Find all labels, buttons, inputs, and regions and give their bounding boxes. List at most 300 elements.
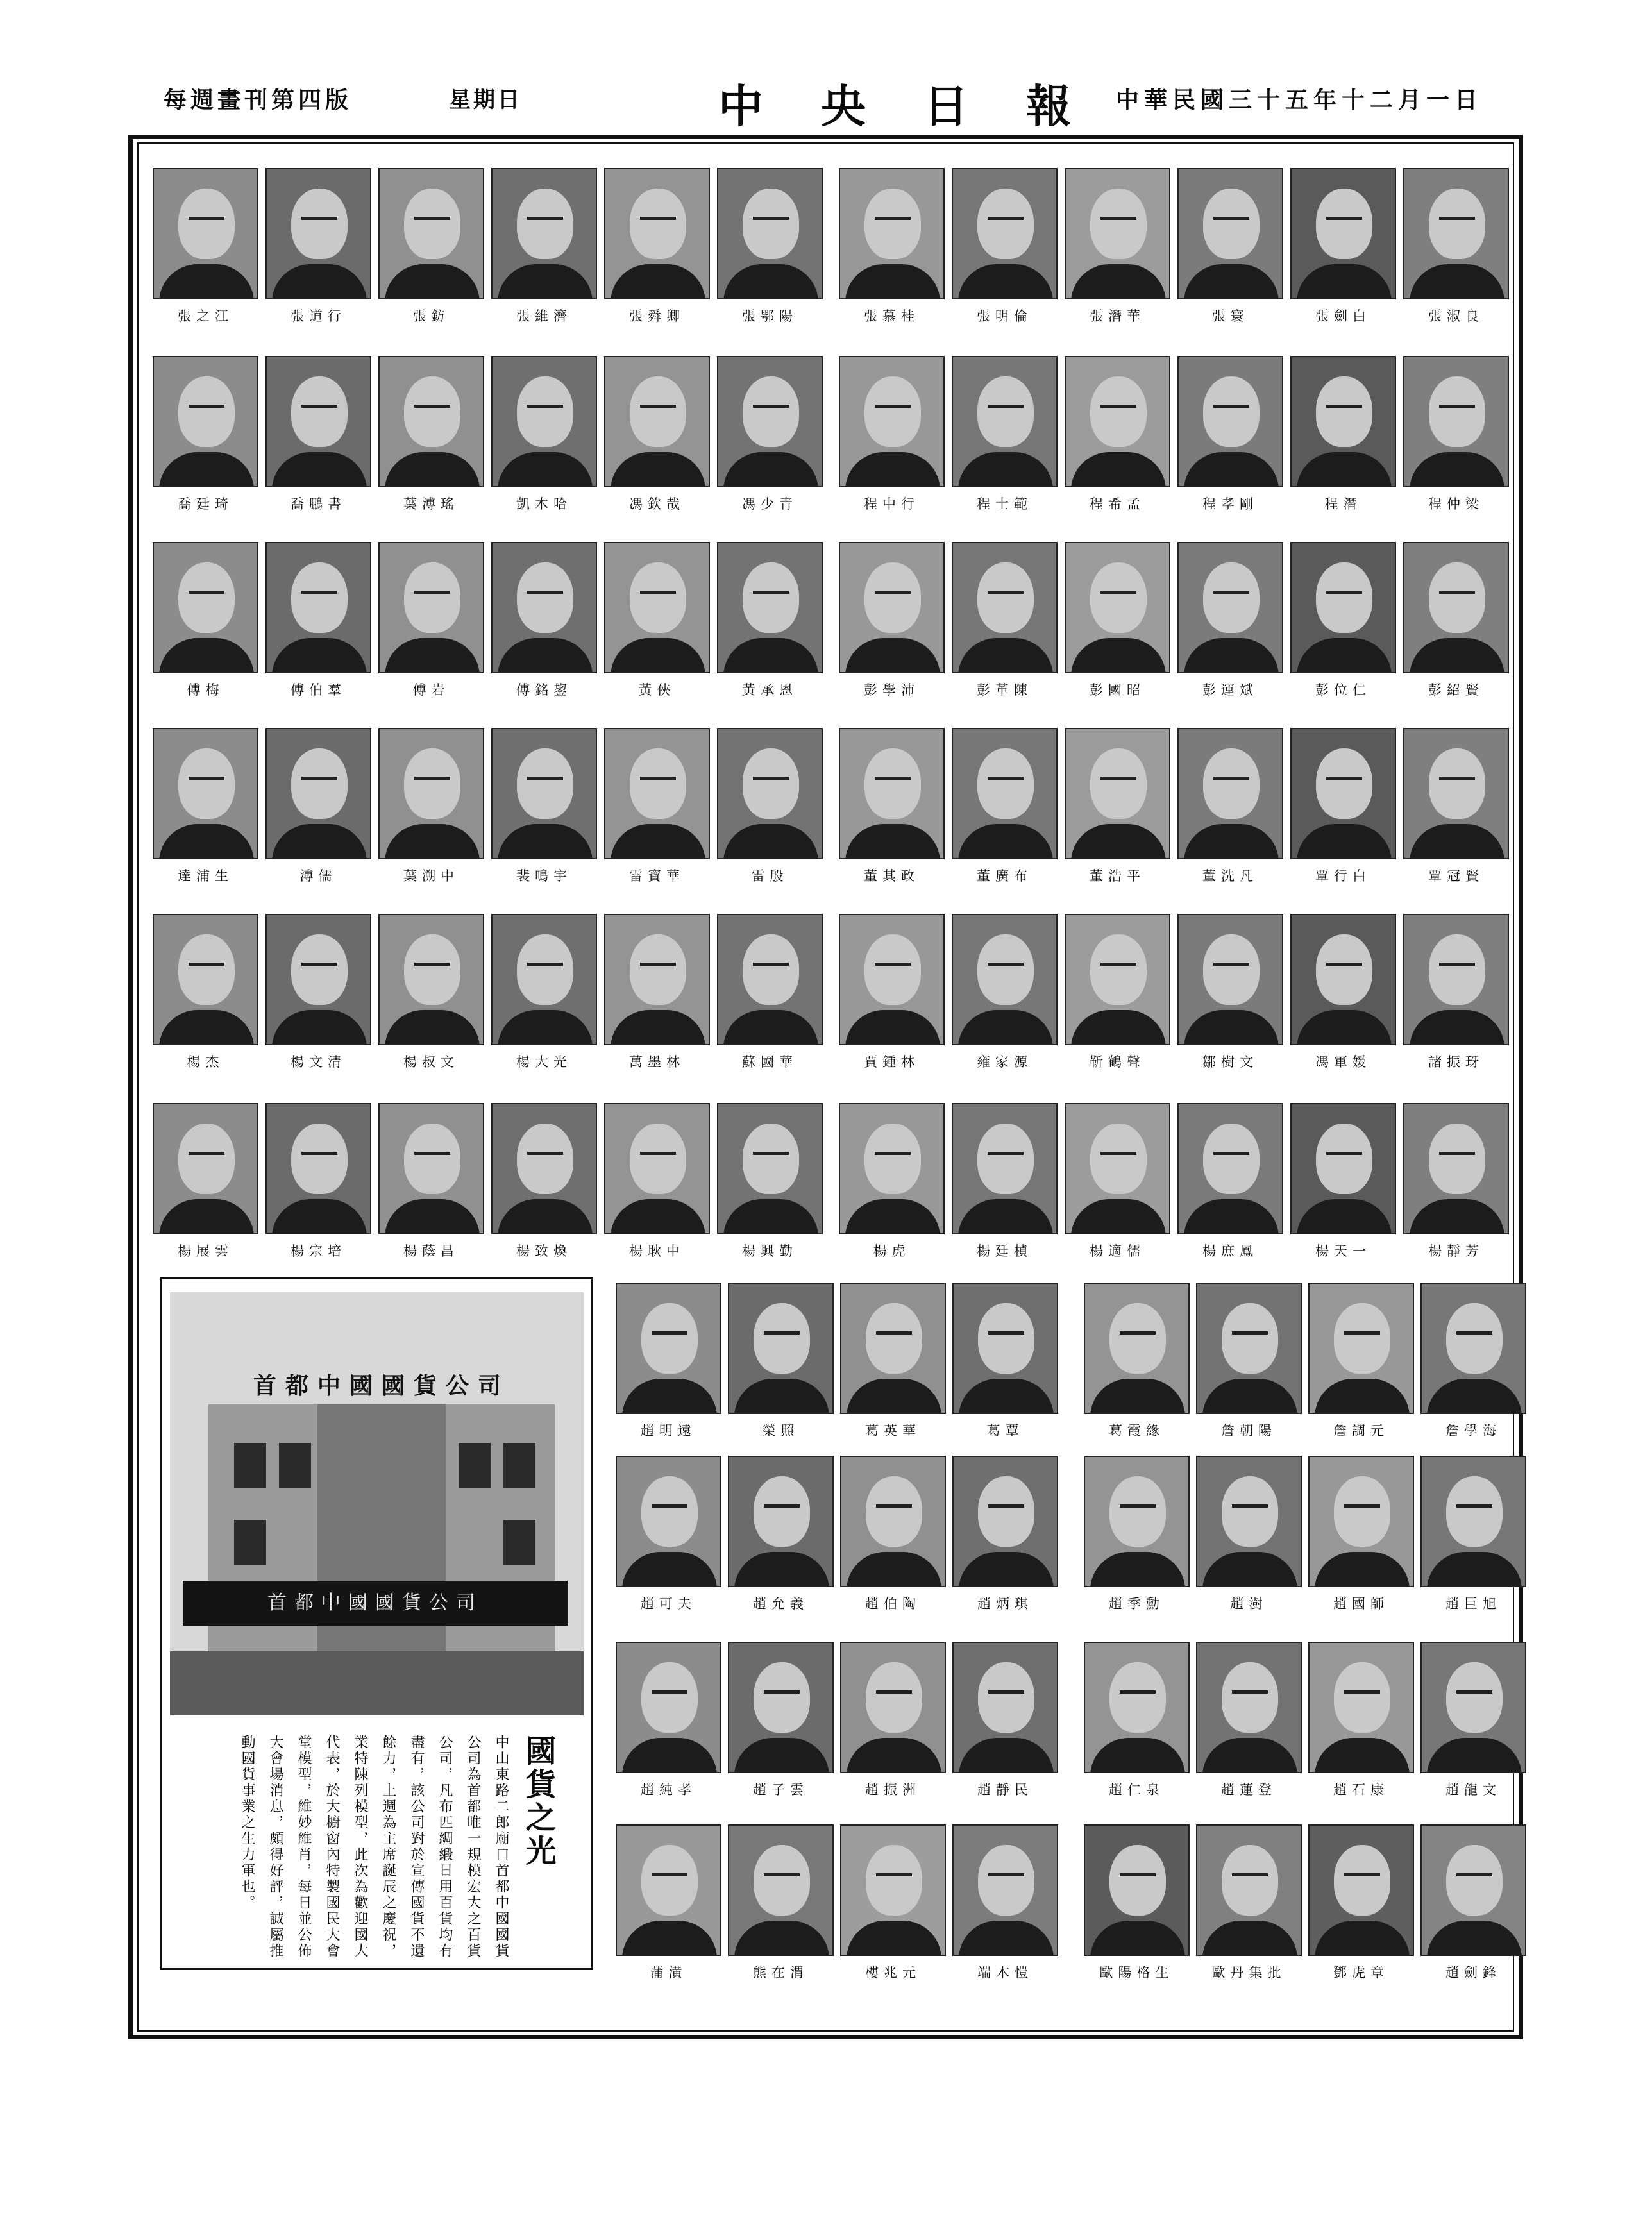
- portrait-photo: [728, 1456, 834, 1587]
- portrait-entry: [1420, 1283, 1526, 1438]
- portrait-entry: [1403, 168, 1509, 324]
- portrait-caption: 雷殷: [751, 868, 789, 884]
- portrait-shoulders: [622, 1738, 717, 1773]
- advert-headline: 國貨之光: [520, 1735, 556, 1868]
- portrait-shoulders: [1184, 824, 1279, 859]
- date-label: 中華民國三十五年十二月一日: [1116, 87, 1483, 114]
- portrait-caption: 趙靜民: [977, 1782, 1033, 1798]
- portrait-eyes: [189, 591, 224, 602]
- portrait-entry: [1290, 168, 1396, 324]
- portrait-entry: [604, 914, 710, 1070]
- portrait-photo: [1403, 542, 1509, 673]
- portrait-photo: [1084, 1283, 1190, 1414]
- portrait-entry: [1177, 728, 1283, 884]
- portrait-eyes: [189, 1152, 224, 1163]
- portrait-shoulders: [498, 452, 593, 487]
- portrait-caption: 董洗凡: [1202, 868, 1258, 884]
- portrait-shoulders: [958, 452, 1053, 487]
- portrait-eyes: [640, 963, 676, 973]
- portrait-shoulders: [385, 824, 480, 859]
- portrait-entry: [153, 542, 258, 698]
- portrait-photo: [1290, 168, 1396, 299]
- portrait-eyes: [988, 591, 1024, 602]
- portrait-photo: [839, 356, 945, 487]
- portrait-shoulders: [1427, 1921, 1522, 1956]
- portrait-caption: 賈鍾林: [864, 1054, 920, 1070]
- portrait-shoulders: [958, 638, 1053, 673]
- portrait-photo: [839, 728, 945, 859]
- portrait-caption: 楊靜芳: [1428, 1243, 1484, 1259]
- portrait-entry: [1065, 356, 1170, 512]
- portrait-entry: [604, 1103, 710, 1259]
- portrait-eyes: [753, 591, 789, 602]
- portrait-shoulders: [958, 1010, 1053, 1045]
- portrait-shoulders: [845, 264, 940, 299]
- portrait-entry: [378, 356, 484, 512]
- portrait-shoulders: [1297, 1010, 1392, 1045]
- portrait-photo: [1196, 1824, 1302, 1956]
- portrait-eyes: [753, 1152, 789, 1163]
- portrait-shoulders: [1184, 1199, 1279, 1234]
- portrait-caption: 張之江: [178, 308, 233, 324]
- portrait-shoulders: [1071, 264, 1166, 299]
- portrait-entry: [1177, 356, 1283, 512]
- portrait-photo: [153, 356, 258, 487]
- portrait-shoulders: [723, 452, 818, 487]
- portrait-photo: [1177, 356, 1283, 487]
- portrait-eyes: [876, 1504, 912, 1515]
- portrait-eyes: [988, 963, 1024, 973]
- portrait-entry: [1065, 542, 1170, 698]
- portrait-entry: [1177, 914, 1283, 1070]
- portrait-photo: [378, 542, 484, 673]
- portrait-caption: 程潛: [1324, 496, 1362, 512]
- portrait-caption: 端木愷: [977, 1965, 1033, 1980]
- portrait-caption: 張明倫: [977, 308, 1032, 324]
- portrait-entry: [1403, 542, 1509, 698]
- portrait-entry: [717, 356, 823, 512]
- portrait-caption: 張維濟: [516, 308, 572, 324]
- portrait-entry: [1084, 1283, 1190, 1438]
- portrait-shoulders: [611, 452, 705, 487]
- portrait-eyes: [301, 963, 337, 973]
- portrait-entry: [839, 356, 945, 512]
- portrait-photo: [952, 1642, 1058, 1773]
- portrait-photo: [153, 728, 258, 859]
- portrait-entry: [378, 1103, 484, 1259]
- portrait-caption: 彭國昭: [1090, 682, 1145, 698]
- portrait-photo: [952, 914, 1058, 1045]
- portrait-shoulders: [1297, 638, 1392, 673]
- portrait-caption: 詹朝陽: [1221, 1423, 1277, 1438]
- portrait-entry: [1290, 542, 1396, 698]
- portrait-eyes: [301, 217, 337, 228]
- portrait-caption: 楊耿中: [629, 1243, 685, 1259]
- portrait-shoulders: [847, 1552, 941, 1587]
- portrait-entry: [1290, 914, 1396, 1070]
- portrait-entry: [952, 542, 1058, 698]
- portrait-eyes: [1439, 591, 1475, 602]
- portrait-shoulders: [723, 638, 818, 673]
- portrait-shoulders: [622, 1921, 717, 1956]
- portrait-caption: 楊廷楨: [977, 1243, 1032, 1259]
- portrait-entry: [266, 914, 371, 1070]
- portrait-shoulders: [1184, 452, 1279, 487]
- portrait-eyes: [1232, 1873, 1268, 1884]
- portrait-photo: [616, 1824, 721, 1956]
- portrait-shoulders: [1410, 264, 1504, 299]
- portrait-photo: [1420, 1283, 1526, 1414]
- portrait-entry: [717, 542, 823, 698]
- portrait-caption: 雷寶華: [629, 868, 685, 884]
- portrait-entry: [616, 1283, 721, 1438]
- portrait-caption: 榮照: [762, 1423, 800, 1438]
- portrait-eyes: [988, 1331, 1024, 1342]
- portrait-entry: [266, 542, 371, 698]
- portrait-shoulders: [1315, 1379, 1410, 1414]
- portrait-eyes: [414, 591, 450, 602]
- portrait-entry: [378, 168, 484, 324]
- portrait-eyes: [527, 217, 563, 228]
- portrait-shoulders: [611, 638, 705, 673]
- portrait-photo: [1177, 1103, 1283, 1234]
- portrait-entry: [1403, 1103, 1509, 1259]
- portrait-shoulders: [845, 1199, 940, 1234]
- portrait-entry: [1177, 1103, 1283, 1259]
- portrait-caption: 張淑良: [1428, 308, 1484, 324]
- portrait-eyes: [1439, 963, 1475, 973]
- portrait-eyes: [1100, 591, 1136, 602]
- portrait-eyes: [988, 777, 1024, 787]
- portrait-eyes: [414, 405, 450, 416]
- portrait-caption: 黃俠: [638, 682, 676, 698]
- portrait-eyes: [301, 777, 337, 787]
- portrait-eyes: [1326, 963, 1362, 973]
- portrait-eyes: [189, 405, 224, 416]
- portrait-eyes: [301, 591, 337, 602]
- portrait-entry: [717, 168, 823, 324]
- portrait-photo: [728, 1283, 834, 1414]
- portrait-shoulders: [1090, 1552, 1185, 1587]
- portrait-photo: [952, 1824, 1058, 1956]
- portrait-entry: [728, 1642, 834, 1798]
- portrait-shoulders: [385, 1010, 480, 1045]
- masthead: [128, 76, 1520, 133]
- portrait-entry: [840, 1824, 946, 1980]
- portrait-caption: 楊適儒: [1090, 1243, 1145, 1259]
- advert-body: 中山東路二郎廟口首都中國國貨公司為首都唯一規模宏大之百貨公司，凡布匹綢緞日用百貨均有盡有，該公司對於宣傳國貨不遺餘力，上週為主席誕辰之慶祝，業特陳列模型，此次為歡迎國大代表，於大櫥窗內特製國民大會堂模型，維妙維肖，每日並公佈大會場消息，頗得好評，誠屬推動國貨事業之生力軍也。: [239, 1735, 509, 1959]
- portrait-eyes: [1100, 405, 1136, 416]
- portrait-photo: [1196, 1456, 1302, 1587]
- portrait-entry: [1084, 1824, 1190, 1980]
- portrait-eyes: [988, 217, 1024, 228]
- portrait-entry: [604, 728, 710, 884]
- portrait-photo: [378, 728, 484, 859]
- portrait-shoulders: [1071, 824, 1166, 859]
- portrait-entry: [1177, 542, 1283, 698]
- portrait-caption: 蒲潢: [650, 1965, 687, 1980]
- portrait-photo: [616, 1642, 721, 1773]
- portrait-shoulders: [1202, 1552, 1297, 1587]
- portrait-eyes: [640, 217, 676, 228]
- portrait-photo: [153, 168, 258, 299]
- portrait-eyes: [988, 1504, 1024, 1515]
- portrait-eyes: [1456, 1690, 1492, 1701]
- portrait-shoulders: [958, 824, 1053, 859]
- portrait-entry: [1065, 168, 1170, 324]
- portrait-eyes: [876, 1873, 912, 1884]
- portrait-photo: [378, 1103, 484, 1234]
- portrait-entry: [1403, 914, 1509, 1070]
- portrait-shoulders: [723, 1010, 818, 1045]
- portrait-caption: 趙伯陶: [865, 1596, 921, 1612]
- portrait-entry: [266, 1103, 371, 1259]
- portrait-caption: 程仲梁: [1428, 496, 1484, 512]
- portrait-eyes: [652, 1504, 687, 1515]
- portrait-photo: [717, 542, 823, 673]
- portrait-caption: 程士範: [977, 496, 1032, 512]
- portrait-caption: 趙劍鋒: [1446, 1965, 1501, 1980]
- portrait-photo: [840, 1283, 946, 1414]
- portrait-shoulders: [1315, 1921, 1410, 1956]
- portrait-caption: 楊致煥: [516, 1243, 572, 1259]
- portrait-eyes: [414, 1152, 450, 1163]
- portrait-shoulders: [734, 1738, 829, 1773]
- portrait-photo: [717, 1103, 823, 1234]
- portrait-caption: 達浦生: [178, 868, 233, 884]
- portrait-shoulders: [847, 1921, 941, 1956]
- portrait-photo: [1177, 728, 1283, 859]
- portrait-entry: [839, 168, 945, 324]
- portrait-entry: [1290, 1103, 1396, 1259]
- portrait-eyes: [875, 405, 911, 416]
- portrait-entry: [717, 1103, 823, 1259]
- portrait-shoulders: [385, 264, 480, 299]
- portrait-entry: [1084, 1642, 1190, 1798]
- portrait-entry: [840, 1283, 946, 1438]
- portrait-shoulders: [723, 264, 818, 299]
- portrait-caption: 楊杰: [187, 1054, 224, 1070]
- portrait-caption: 馮欽哉: [629, 496, 685, 512]
- portrait-entry: [1290, 728, 1396, 884]
- portrait-eyes: [1100, 1152, 1136, 1163]
- portrait-shoulders: [159, 824, 254, 859]
- portrait-entry: [728, 1456, 834, 1612]
- portrait-entry: [153, 168, 258, 324]
- portrait-entry: [952, 914, 1058, 1070]
- portrait-shoulders: [611, 1010, 705, 1045]
- portrait-eyes: [640, 591, 676, 602]
- portrait-caption: 趙可夫: [641, 1596, 696, 1612]
- portrait-caption: 楊天一: [1315, 1243, 1371, 1259]
- portrait-photo: [604, 356, 710, 487]
- portrait-shoulders: [1297, 264, 1392, 299]
- portrait-photo: [604, 728, 710, 859]
- portrait-shoulders: [1071, 1199, 1166, 1234]
- portrait-eyes: [527, 963, 563, 973]
- portrait-shoulders: [611, 264, 705, 299]
- portrait-eyes: [753, 217, 789, 228]
- portrait-photo: [717, 356, 823, 487]
- portrait-caption: 楊展雲: [178, 1243, 233, 1259]
- portrait-photo: [1403, 728, 1509, 859]
- portrait-eyes: [1344, 1690, 1380, 1701]
- portrait-caption: 鄒樹文: [1202, 1054, 1258, 1070]
- portrait-entry: [491, 356, 597, 512]
- portrait-photo: [1290, 542, 1396, 673]
- portrait-caption: 彭革陳: [977, 682, 1032, 698]
- portrait-eyes: [1213, 591, 1249, 602]
- portrait-shoulders: [959, 1379, 1054, 1414]
- portrait-shoulders: [272, 452, 367, 487]
- portrait-photo: [616, 1283, 721, 1414]
- portrait-entry: [266, 356, 371, 512]
- portrait-shoulders: [1090, 1921, 1185, 1956]
- street: [170, 1651, 584, 1715]
- portrait-photo: [728, 1642, 834, 1773]
- portrait-caption: 董廣布: [977, 868, 1032, 884]
- portrait-entry: [1308, 1283, 1414, 1438]
- portrait-photo: [952, 542, 1058, 673]
- portrait-caption: 歐丹集批: [1211, 1965, 1286, 1980]
- portrait-caption: 趙允義: [753, 1596, 809, 1612]
- store-advert: [160, 1277, 593, 1970]
- portrait-shoulders: [159, 638, 254, 673]
- portrait-photo: [839, 914, 945, 1045]
- portrait-caption: 黃承恩: [742, 682, 798, 698]
- portrait-eyes: [1344, 1873, 1380, 1884]
- portrait-eyes: [301, 405, 337, 416]
- portrait-eyes: [1326, 405, 1362, 416]
- portrait-caption: 張鈁: [412, 308, 450, 324]
- store-window: [503, 1443, 535, 1488]
- portrait-entry: [1420, 1642, 1526, 1798]
- portrait-eyes: [1456, 1873, 1492, 1884]
- portrait-eyes: [988, 1690, 1024, 1701]
- portrait-photo: [1420, 1456, 1526, 1587]
- portrait-caption: 程中行: [864, 496, 920, 512]
- portrait-eyes: [1456, 1331, 1492, 1342]
- portrait-caption: 雍家源: [977, 1054, 1032, 1070]
- portrait-shoulders: [734, 1921, 829, 1956]
- portrait-photo: [840, 1824, 946, 1956]
- portrait-photo: [1308, 1642, 1414, 1773]
- portrait-eyes: [875, 217, 911, 228]
- portrait-photo: [491, 914, 597, 1045]
- portrait-entry: [1290, 356, 1396, 512]
- portrait-entry: [616, 1824, 721, 1980]
- portrait-caption: 靳鶴聲: [1090, 1054, 1145, 1070]
- portrait-entry: [952, 1103, 1058, 1259]
- portrait-photo: [616, 1456, 721, 1587]
- portrait-photo: [1196, 1283, 1302, 1414]
- portrait-photo: [1403, 168, 1509, 299]
- portrait-shoulders: [272, 638, 367, 673]
- portrait-caption: 趙純孝: [641, 1782, 696, 1798]
- portrait-photo: [717, 914, 823, 1045]
- portrait-photo: [1084, 1456, 1190, 1587]
- portrait-photo: [491, 168, 597, 299]
- portrait-eyes: [876, 1331, 912, 1342]
- portrait-caption: 歐陽格生: [1099, 1965, 1174, 1980]
- portrait-shoulders: [1184, 1010, 1279, 1045]
- store-window: [279, 1443, 311, 1488]
- portrait-photo: [952, 356, 1058, 487]
- portrait-eyes: [764, 1331, 800, 1342]
- portrait-eyes: [764, 1690, 800, 1701]
- portrait-entry: [1420, 1824, 1526, 1980]
- portrait-photo: [1290, 728, 1396, 859]
- portrait-eyes: [753, 963, 789, 973]
- portrait-photo: [840, 1642, 946, 1773]
- portrait-caption: 趙澍: [1230, 1596, 1268, 1612]
- portrait-eyes: [414, 217, 450, 228]
- portrait-shoulders: [958, 1199, 1053, 1234]
- portrait-entry: [153, 728, 258, 884]
- portrait-entry: [839, 914, 945, 1070]
- portrait-entry: [491, 168, 597, 324]
- portrait-eyes: [414, 963, 450, 973]
- portrait-photo: [728, 1824, 834, 1956]
- portrait-photo: [839, 168, 945, 299]
- portrait-eyes: [1439, 1152, 1475, 1163]
- portrait-photo: [266, 728, 371, 859]
- portrait-caption: 趙仁泉: [1109, 1782, 1165, 1798]
- portrait-shoulders: [385, 638, 480, 673]
- portrait-photo: [266, 542, 371, 673]
- portrait-entry: [952, 168, 1058, 324]
- portrait-shoulders: [1071, 638, 1166, 673]
- portrait-eyes: [1100, 777, 1136, 787]
- portrait-eyes: [1439, 405, 1475, 416]
- portrait-photo: [153, 542, 258, 673]
- portrait-entry: [266, 168, 371, 324]
- portrait-caption: 程希孟: [1090, 496, 1145, 512]
- portrait-eyes: [1213, 1152, 1249, 1163]
- portrait-entry: [952, 1456, 1058, 1612]
- portrait-caption: 趙明遠: [641, 1423, 696, 1438]
- edition-label: 每週畫刊第四版: [164, 87, 353, 114]
- portrait-photo: [1290, 914, 1396, 1045]
- portrait-eyes: [189, 777, 224, 787]
- portrait-eyes: [1120, 1873, 1156, 1884]
- portrait-entry: [153, 1103, 258, 1259]
- portrait-caption: 彭運斌: [1202, 682, 1258, 698]
- portrait-photo: [266, 356, 371, 487]
- portrait-caption: 楊興勤: [742, 1243, 798, 1259]
- portrait-caption: 趙石康: [1333, 1782, 1389, 1798]
- portrait-shoulders: [1297, 452, 1392, 487]
- portrait-caption: 楊宗培: [291, 1243, 346, 1259]
- portrait-caption: 彭位仁: [1315, 682, 1371, 698]
- portrait-photo: [1065, 1103, 1170, 1234]
- portrait-photo: [952, 1103, 1058, 1234]
- portrait-shoulders: [845, 824, 940, 859]
- portrait-entry: [153, 356, 258, 512]
- portrait-photo: [153, 1103, 258, 1234]
- portrait-eyes: [1344, 1331, 1380, 1342]
- portrait-caption: 覃行白: [1315, 868, 1371, 884]
- portrait-caption: 張鄂陽: [742, 308, 798, 324]
- newspaper-title: 中央日報: [718, 80, 1129, 133]
- portrait-photo: [1084, 1642, 1190, 1773]
- portrait-shoulders: [1202, 1379, 1297, 1414]
- portrait-photo: [1290, 1103, 1396, 1234]
- portrait-entry: [491, 728, 597, 884]
- portrait-photo: [153, 914, 258, 1045]
- portrait-photo: [1065, 542, 1170, 673]
- portrait-entry: [840, 1642, 946, 1798]
